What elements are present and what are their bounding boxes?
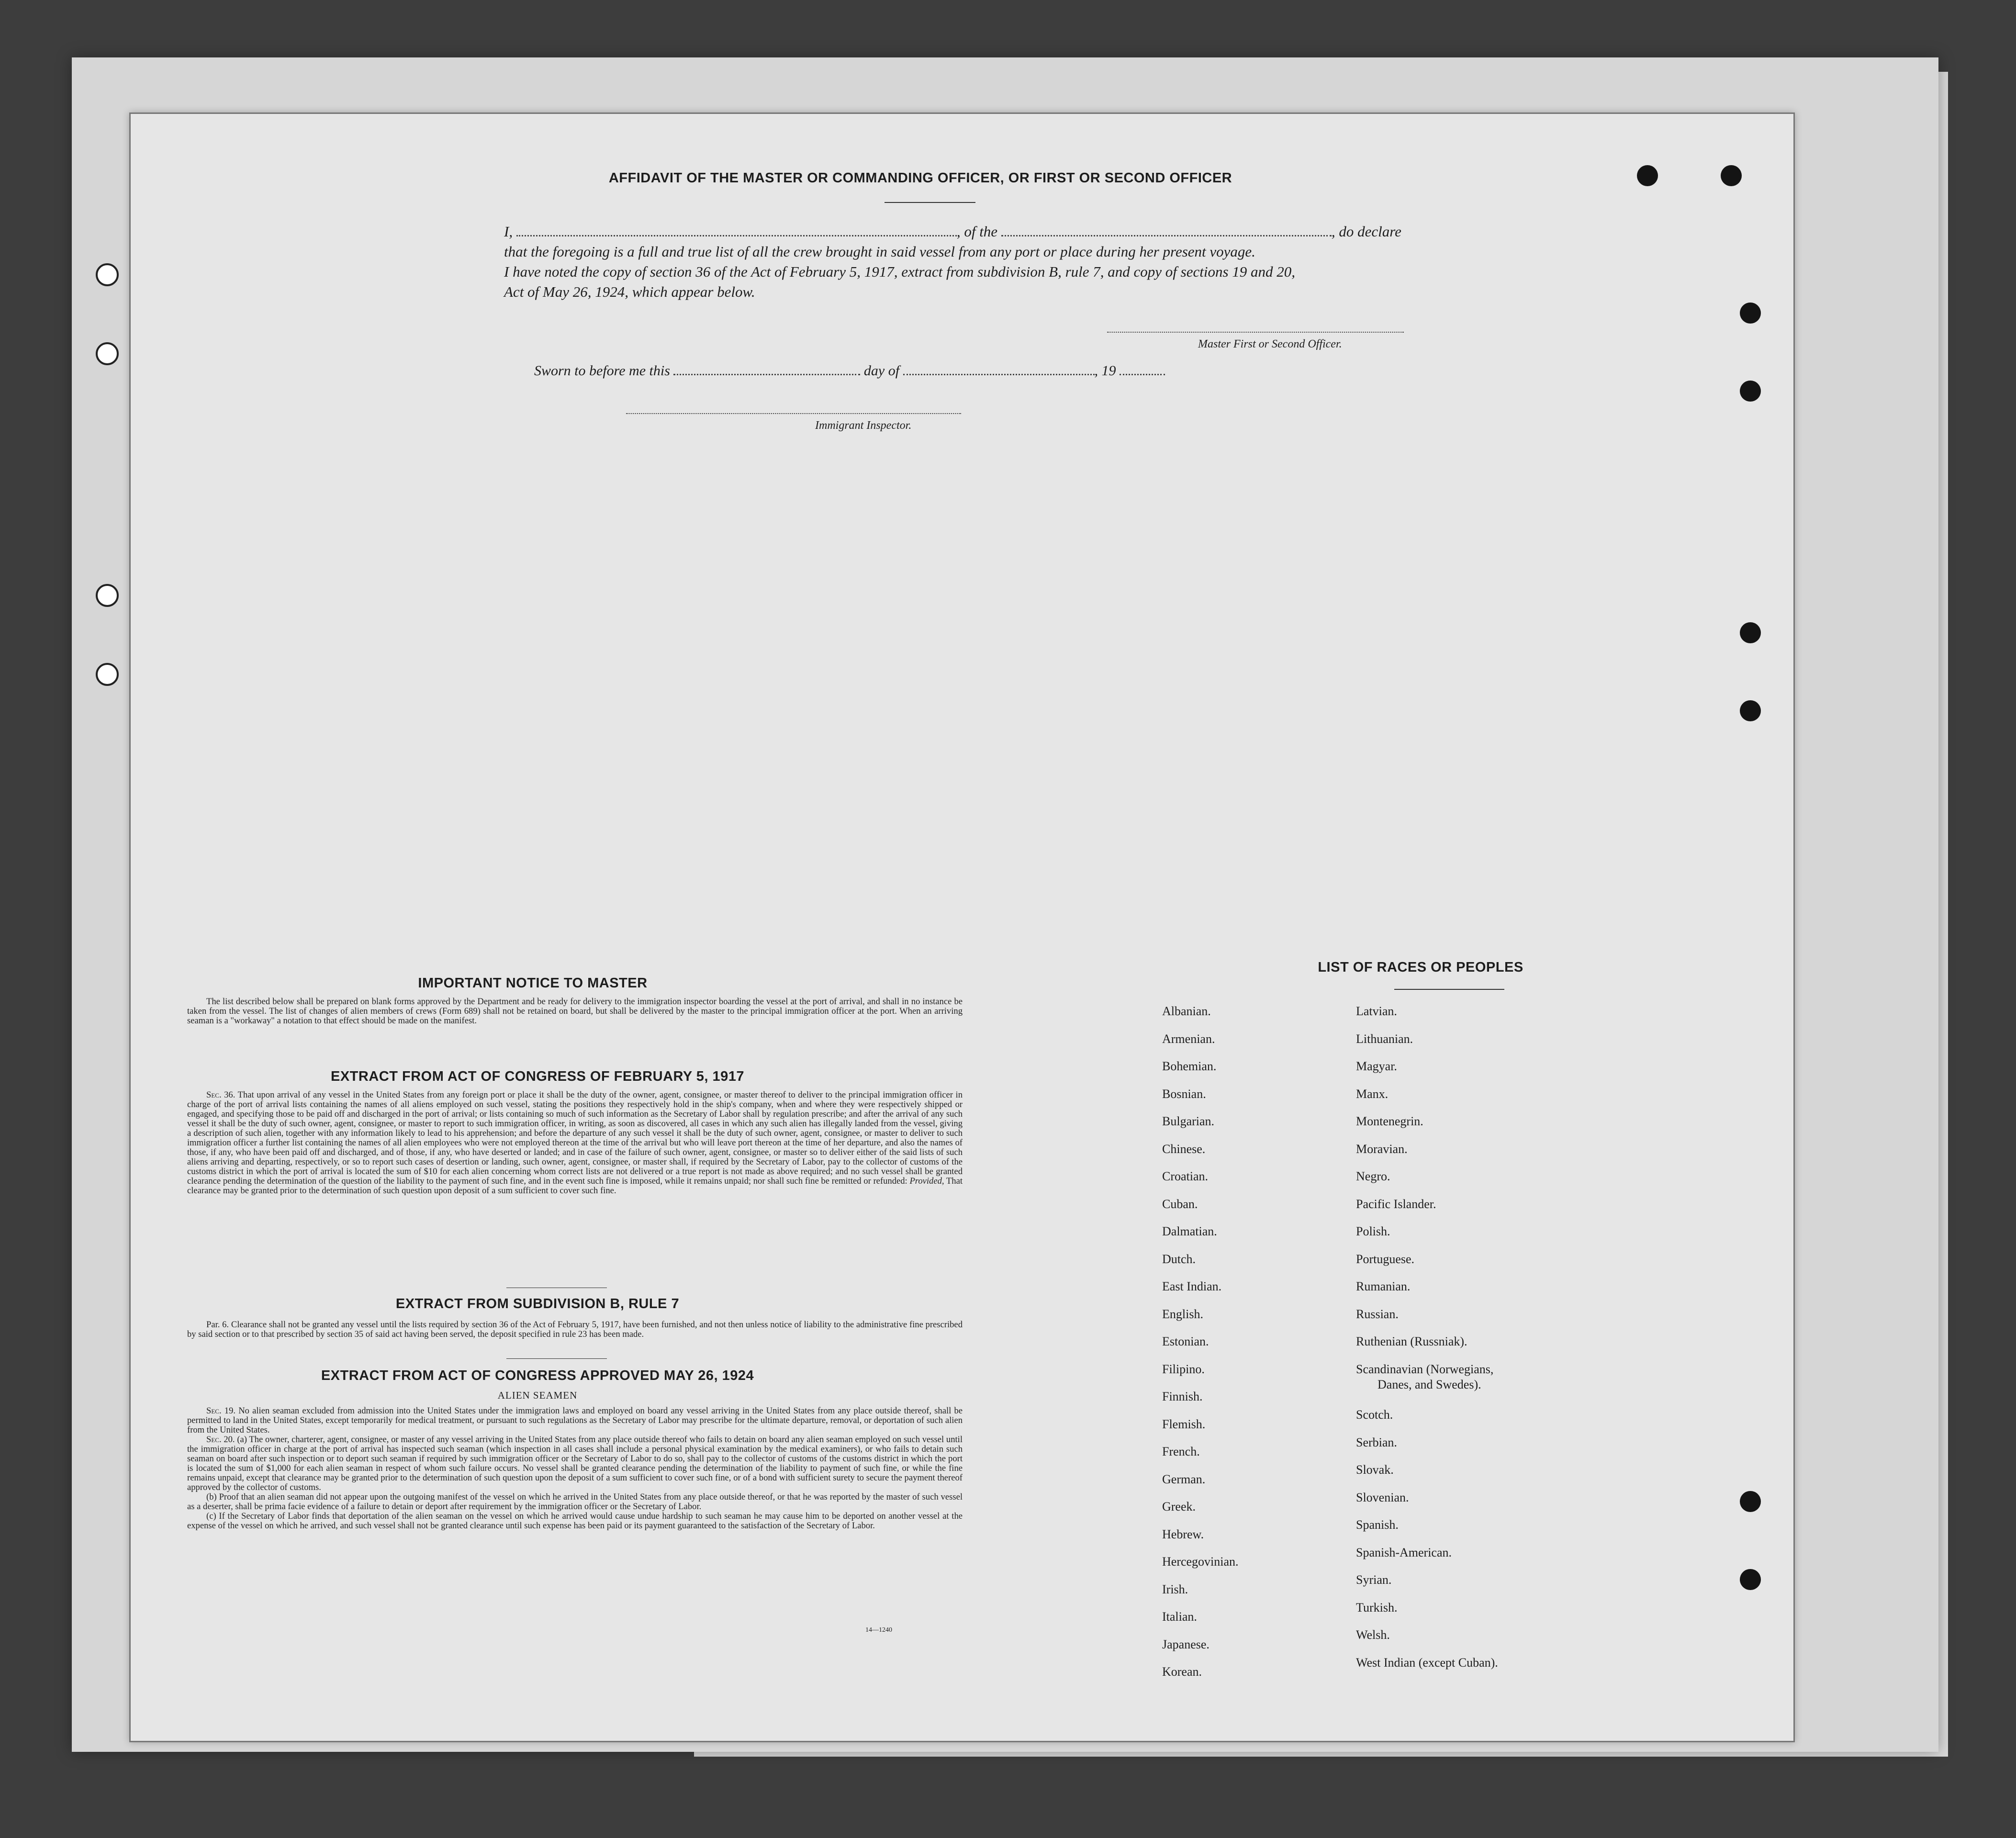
punch-hole (96, 342, 119, 365)
section-label: Sec. 19. (206, 1406, 236, 1416)
race-item: French. (1162, 1445, 1200, 1458)
name-field[interactable] (516, 235, 957, 236)
punch-hole (1721, 165, 1742, 186)
alien-seamen-subtitle: ALIEN SEAMEN (497, 1390, 578, 1401)
race-item: Syrian. (1356, 1573, 1392, 1587)
race-item: Magyar. (1356, 1059, 1397, 1073)
punch-hole (1637, 165, 1658, 186)
race-item: Armenian. (1162, 1031, 1215, 1046)
races-rule (1394, 989, 1504, 990)
section-tail: That clearance may be granted prior to the determination of such question upon deposit of a sum sufficient to cover such fine. (187, 1176, 963, 1196)
race-item: Rumanian. (1356, 1279, 1411, 1293)
race-item: Croatian. (1162, 1169, 1209, 1183)
race-item: Slovak. (1356, 1463, 1394, 1477)
sworn-month-field[interactable] (903, 374, 1095, 375)
race-item: Italian. (1162, 1610, 1197, 1624)
race-item: Turkish. (1356, 1600, 1398, 1614)
race-item: Welsh. (1356, 1628, 1390, 1642)
race-item: Dutch. (1162, 1252, 1196, 1266)
rule7-title: EXTRACT FROM SUBDIVISION B, RULE 7 (395, 1296, 680, 1311)
race-item: Hercegovinian. (1162, 1555, 1239, 1569)
affidavit-line: Act of May 26, 1924, which appear below. (504, 283, 755, 300)
sworn-line (534, 363, 1165, 379)
race-item: Lithuanian. (1356, 1031, 1413, 1046)
section-label: Sec. 20. (206, 1435, 235, 1445)
punch-hole (1740, 1491, 1761, 1512)
sworn-year-field[interactable] (1120, 374, 1165, 375)
affidavit-of: , of the (956, 223, 998, 240)
affidavit-i: I, (504, 223, 513, 240)
section-text: That upon arrival of any vessel in the United States from any foreign port or place it shall be the duty of the owner, agent, consignee, or master thereof to deliver to the principal immigration officer in charge of the port of arrival lists containing the names of all aliens employed on such vessel, stating the positions they respectively hold in the ship's company, when and where they were respectively shipped or engaged, and specifying those to be paid off and discharged in the port of arrival; or lists containing so much of such information as the Secretary of Labor shall by regulation prescribe; and after the arrival of any such vessel it shall be the duty of such owner, agent, consignee, or master to report to such immigration officer, in writing, as soon as discovered, all cases in which any such alien has illegally landed from the vessel, giving a description of such alien, together with any information likely to lead to his apprehension; and before the departure of any such vessel it shall be the duty of such owner, agent, consignee, or master to deliver to such immigration officer a further list containing the names of all alien employees who were not employed thereon at the time of the arrival but who will leave port thereon at the time of her departure, and also the names of those, if any, who have been paid off and discharged, and of those, if any, who have deserted or landed; and in case of the failure of such owner, agent, consignee, or master so to deliver either of the said lists of such aliens arriving and departing, respectively, or so to report such cases of desertion or landing, such owner, agent, consignee, or master shall, if required by the Secretary of Labor, pay to the collector of customs of the customs district in which the port of arrival is located the sum of $10 for each alien concerning whom correct lists are not delivered or a true report is not made as above required; and no such vessel shall be granted clearance pending the determination of the question of the liability to the payment of such fine, and in the event such fine is imposed, while it remains unpaid; nor shall such fine be remitted or refunded: (187, 1090, 963, 1186)
race-item: Hebrew. (1162, 1527, 1204, 1541)
section-rule (506, 1358, 607, 1359)
year-text: , 19 (1094, 363, 1116, 379)
form-page (129, 112, 1795, 1742)
race-item: German. (1162, 1472, 1206, 1486)
race-item: Bulgarian. (1162, 1114, 1215, 1128)
section-19 (187, 1406, 963, 1435)
punch-hole (96, 263, 119, 286)
provided-text: Provided, (909, 1176, 944, 1186)
race-item: Latvian. (1356, 1004, 1397, 1018)
race-item: Manx. (1356, 1087, 1389, 1101)
race-item: East Indian. (1162, 1279, 1222, 1293)
declaration-line (504, 222, 1557, 242)
race-item: Albanian. (1162, 1004, 1211, 1018)
race-item: Flemish. (1162, 1417, 1206, 1431)
day-of-text: day of (863, 363, 900, 379)
affidavit-text (504, 222, 1557, 302)
section-36 (187, 1090, 963, 1196)
inspector-signature-line[interactable] (626, 413, 961, 414)
race-item: West Indian (except Cuban). (1356, 1655, 1498, 1670)
extract-1924-title: EXTRACT FROM ACT OF CONGRESS APPROVED MAY 26, 1924 (321, 1368, 754, 1383)
race-item: Dalmatian. (1162, 1224, 1217, 1238)
punch-hole (1740, 381, 1761, 402)
race-item: Spanish. (1356, 1518, 1399, 1532)
race-item: Scandinavian (Norwegians, (1356, 1362, 1494, 1376)
race-item: English. (1162, 1307, 1203, 1321)
race-item: Pacific Islander. (1356, 1197, 1436, 1211)
section-text: No alien seaman excluded from admission into the United States under the immigration laws and employed on board any vessel arriving in the United States from any place outside thereof, shall be permitted to land in the United States, except temporarily for medical treatment, or pursuant to such regulations as the Secretary of Labor may prescribe for the ultimate departure, removal, or deportation of such alien from the United States. (187, 1406, 963, 1435)
races-title: LIST OF RACES OR PEOPLES (1318, 960, 1523, 975)
master-signature-line[interactable] (1107, 332, 1404, 333)
sworn-text: Sworn to before me this (534, 363, 670, 379)
race-item: Japanese. (1162, 1637, 1210, 1651)
race-item: Danes, and Swedes). (1378, 1377, 1481, 1391)
section-20c: (c) If the Secretary of Labor finds that deportation of the alien seaman on the vessel on which he arrived would cause undue hardship to such seaman he may cause him to be deported on another vessel at the expense of the vessel on which he arrived, and such vessel shall not be granted clearance until such expense has been paid or its payment guaranteed to the satisfaction of the Secretary of Labor. (187, 1511, 963, 1531)
race-item: Scotch. (1356, 1408, 1393, 1422)
punch-hole (1740, 303, 1761, 324)
extract-1917-title: EXTRACT FROM ACT OF CONGRESS OF FEBRUARY 5, 1917 (330, 1069, 745, 1084)
race-item: Estonian. (1162, 1334, 1209, 1348)
race-item: Korean. (1162, 1665, 1202, 1679)
race-item: Finnish. (1162, 1390, 1203, 1403)
section-20b: (b) Proof that an alien seaman did not appear upon the outgoing manifest of the vessel on which he arrived in the United States from any place outside thereof, or that he was reported by the master of such vessel as a deserter, shall be prima facie evidence of a failure to detain or deport after requirement by the immigration officer or the Secretary of Labor. (187, 1492, 963, 1512)
notice-title: IMPORTANT NOTICE TO MASTER (418, 975, 648, 991)
title-rule (885, 202, 975, 203)
race-item: Moravian. (1356, 1142, 1408, 1156)
extract-1924-body (187, 1406, 963, 1531)
rule7-body (187, 1320, 963, 1339)
race-item: Chinese. (1162, 1142, 1206, 1156)
punch-hole (1740, 622, 1761, 643)
punch-hole (1740, 1569, 1761, 1590)
section-text: (a) The owner, charterer, agent, consignee, or master of any vessel arriving in the United States from any place outside thereof who fails to detain on board any alien seaman employed on such vessel until the immigration officer in charge at the port of arrival has inspected such seaman (which inspection in all cases shall include a personal physical examination by the medical examiners), or who fails to detain such seaman on board after such inspection or to deport such seaman if required by such immigration officer or the Secretary of Labor to do so, shall pay to the collector of customs of the customs district in which the port is located the sum of $1,000 for each alien seaman in respect of whom such failure occurs. No vessel shall be granted clearance pending the determination of the liability to payment of such fine, or while the fine remains unpaid, except that clearance may be granted prior to the determination of such question upon the deposit of a sum sufficient to cover such fine, or of a bond with sufficient surety to secure the payment thereof approved by the collector of customs. (187, 1435, 963, 1492)
section-label: Sec. 36. (206, 1090, 235, 1100)
race-item: Polish. (1356, 1224, 1390, 1238)
inspector-label: Immigrant Inspector. (815, 419, 912, 432)
race-item: Serbian. (1356, 1435, 1397, 1449)
race-item: Ruthenian (Russniak). (1356, 1334, 1467, 1348)
race-item: Greek. (1162, 1500, 1196, 1513)
affidavit-line: that the foregoing is a full and true list of all the crew brought in said vessel from any port or place during her present voyage. (504, 243, 1255, 260)
race-item: Slovenian. (1356, 1490, 1409, 1504)
master-label: Master First or Second Officer. (1198, 338, 1342, 350)
race-item: Spanish-American. (1356, 1545, 1452, 1559)
race-item: Montenegrin. (1356, 1114, 1423, 1128)
race-item: Negro. (1356, 1169, 1390, 1183)
notice-body (187, 997, 963, 1026)
extract-1917-body (187, 1090, 963, 1196)
race-item: Cuban. (1162, 1197, 1198, 1211)
vessel-field[interactable] (1001, 235, 1332, 236)
punch-hole (96, 584, 119, 607)
race-item: Irish. (1162, 1582, 1188, 1596)
race-item: Portuguese. (1356, 1252, 1415, 1266)
affidavit-declare: , do declare (1331, 223, 1401, 240)
affidavit-title: AFFIDAVIT OF THE MASTER OR COMMANDING OFFICER, OR FIRST OR SECOND OFFICER (608, 170, 1232, 186)
race-item: Bosnian. (1162, 1087, 1206, 1101)
affidavit-line: I have noted the copy of section 36 of the Act of February 5, 1917, extract from subdivision B, rule 7, and copy of sections 19 and 20, (504, 263, 1296, 280)
rule7-paragraph: Par. 6. Clearance shall not be granted any vessel until the lists required by section 36 of the Act of February 5, 1917, have been furnished, and not then unless notice of liability to the administrative fine prescribed by said section or to that prescribed by section 35 of said act having been served, the deposit specified in rule 23 has been made. (187, 1320, 963, 1339)
form-number: 14—1240 (865, 1626, 892, 1634)
sworn-day-field[interactable] (673, 374, 860, 375)
punch-hole (1740, 700, 1761, 721)
section-20a (187, 1435, 963, 1492)
punch-hole (96, 663, 119, 686)
race-item: Russian. (1356, 1307, 1399, 1321)
race-item: Bohemian. (1162, 1059, 1217, 1073)
race-item: Filipino. (1162, 1362, 1205, 1376)
notice-paragraph: The list described below shall be prepared on blank forms approved by the Department and be ready for delivery to the immigration inspector boarding the vessel at the port of arrival, and shall in no instance be taken from the vessel. The list of changes of alien members of crews (Form 689) shall not be retained on board, but shall be delivered by the master to the principal immigration officer at the port. When an arriving seaman is a "workaway" a notation to that effect should be made on the manifest. (187, 997, 963, 1026)
